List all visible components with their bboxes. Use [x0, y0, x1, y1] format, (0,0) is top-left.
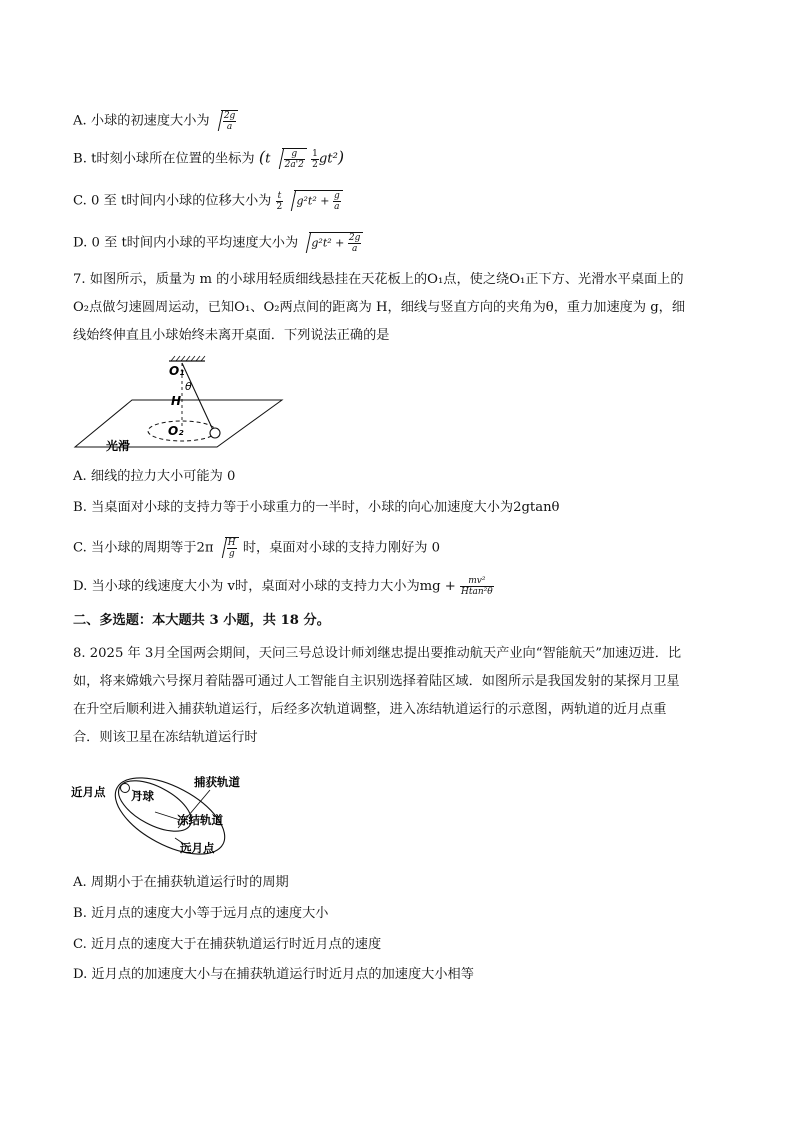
q6-option-d — [73, 232, 363, 254]
q8-fig-apolune-label: 远月点 — [180, 841, 215, 855]
q7-fig-o2-label: O₂ — [168, 424, 184, 438]
section-heading-multi-choice: 二、多选题：本大题共 3 小题，共 18 分。 — [73, 613, 330, 628]
q7-option-c-text: C. 当小球的周期等于2π — [73, 540, 214, 556]
q7-fig-h-label: H — [171, 394, 182, 408]
q7-option-d-text: D. 当小球的线速度大小为 v时，桌面对小球的支持力大小为mg + — [73, 579, 456, 594]
q6-option-a-text: A. 小球的初速度大小为 — [73, 113, 210, 129]
q7-d-formula: $\frac{\text{mv²}}{\text{Htan²θ}}$ — [461, 576, 493, 597]
q8-orbit-figure — [70, 768, 250, 860]
q6-b-formula: $\frac{g}{2a'2}$ — [282, 148, 307, 170]
q7-option-d — [73, 576, 494, 597]
q7-pendulum-figure — [72, 355, 287, 455]
q7-c-formula: $\frac{H}{g}$ — [225, 537, 239, 559]
q7-stem-line-2: O₂点做匀速圆周运动，已知O₁、O₂两点间的距离为 H，细线与竖直方向的夹角为θ，重力加速度为 g，细 — [73, 300, 686, 315]
q8-option-a: A. 周期小于在捕获轨道运行时的周期 — [73, 875, 289, 890]
q8-option-d: D. 近月点的加速度大小与在捕获轨道运行时近月点的加速度大小相等 — [73, 967, 474, 982]
q8-fig-perilune-label: 近月点 — [71, 785, 106, 799]
q6-option-a — [73, 110, 238, 132]
q7-fig-theta-label: θ — [185, 380, 192, 393]
q8-stem-line-4: 合．则该卫星在冻结轨道运行时 — [73, 730, 258, 745]
q7-option-a: A. 细线的拉力大小可能为 0 — [73, 469, 236, 484]
q7-fig-smooth-label: 光滑 — [106, 439, 131, 453]
q8-fig-frozen-orbit-label: 冻结轨道 — [177, 813, 223, 827]
q6-option-c: C. 0 至 t时间内小球的位移大小为 $\frac{t}{2}$ g²t² + $\frac{g}{a}$ — [73, 190, 343, 212]
q6-option-c-text: C. 0 至 t时间内小球的位移大小为 — [73, 193, 272, 209]
q6-c-formula: g²t² + $\frac{g}{a}$ — [294, 190, 342, 212]
q8-stem — [73, 640, 723, 752]
q6-option-b: B. t时刻小球所在位置的坐标为 (t $\frac{g}{2a'2}$ $\frac{1}{2}$ gt²) — [73, 147, 345, 170]
q7-option-c — [73, 537, 440, 559]
q7-stem-line-1: 7. 如图所示，质量为 m 的小球用轻质细线悬挂在天花板上的O₁点，使之绕O₁正下方、光滑水平桌面上的 — [73, 272, 684, 287]
q8-fig-capture-orbit-label: 捕获轨道 — [194, 775, 240, 789]
q7-stem — [73, 266, 723, 350]
q6-d-formula: g²t² + $\frac{2g}{a}$ — [309, 232, 363, 254]
q8-stem-line-1: 8. 2025 年 3月全国两会期间，天问三号总设计师刘继忠提出要推动航天产业向“智能航天”加速迈进．比 — [73, 646, 682, 661]
q8-option-c: C. 近月点的速度大于在捕获轨道运行时近月点的速度 — [73, 937, 382, 952]
q8-stem-line-3: 在升空后顺利进入捕获轨道运行，后经多次轨道调整，进入冻结轨道运行的示意图，两轨道的近月点重 — [73, 702, 667, 717]
q7-stem-line-3: 线始终伸直且小球始终未离开桌面．下列说法正确的是 — [73, 328, 390, 343]
q7-option-c-tail: 时，桌面对小球的支持力刚好为 0 — [242, 540, 441, 556]
q8-fig-moon-label: 月球 — [131, 789, 154, 803]
q6-option-b-text: B. t时刻小球所在位置的坐标为 — [73, 151, 255, 167]
q7-fig-o1-label: O₁ — [169, 364, 185, 378]
q7-option-b: B. 当桌面对小球的支持力等于小球重力的一半时，小球的向心加速度大小为2gtanθ — [73, 500, 560, 515]
q8-option-b: B. 近月点的速度大小等于远月点的速度大小 — [73, 906, 329, 921]
q6-option-d-text: D. 0 至 t时间内小球的平均速度大小为 — [73, 235, 299, 251]
q6-a-formula: $\frac{2g}{a}$ — [221, 110, 239, 132]
q8-stem-line-2: 如，将来嫦娥六号探月着陆器可通过人工智能自主识别选择着陆区域．如图所示是我国发射的某探月卫星 — [73, 674, 680, 689]
